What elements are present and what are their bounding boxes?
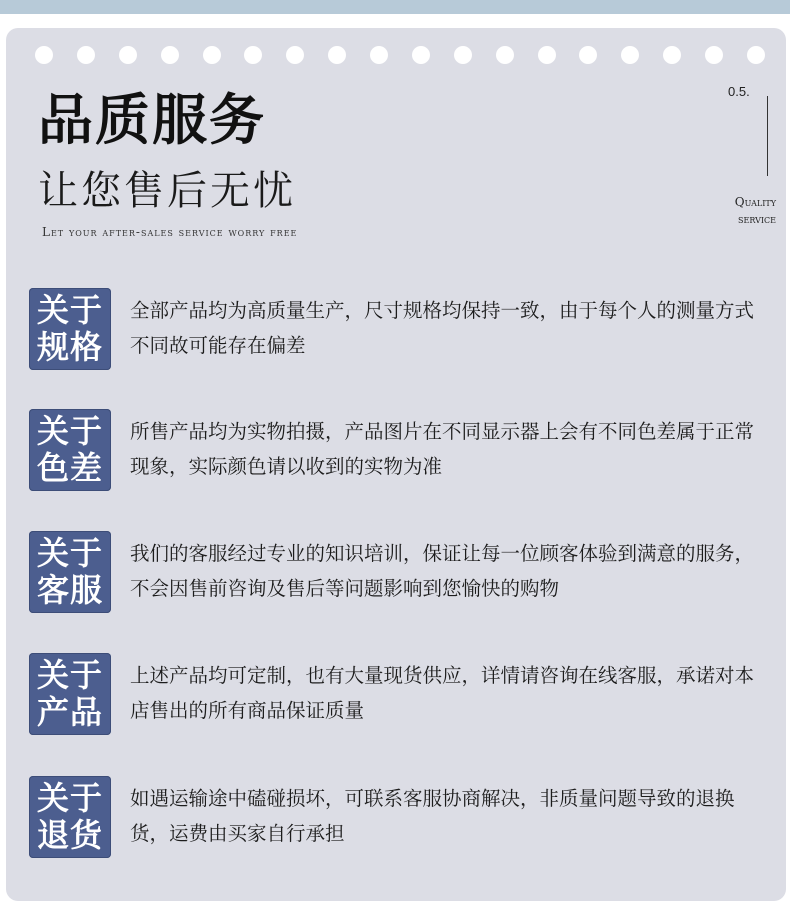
binder-hole: [35, 46, 53, 64]
binder-hole: [705, 46, 723, 64]
badge-line: 关于: [36, 291, 103, 329]
item-badge: [29, 531, 111, 613]
badge-line: 退货: [36, 816, 103, 854]
binder-hole: [328, 46, 346, 64]
top-color-band: [0, 0, 790, 14]
badge-line: 规格: [36, 328, 103, 366]
badge-line: 关于: [36, 534, 103, 572]
info-item-customer-service: [29, 531, 769, 621]
service-card: [6, 28, 786, 901]
item-text: 所售产品均为实物拍摄，产品图片在不同显示器上会有不同色差属于正常现象，实际颜色请以收到的实物为准: [130, 420, 755, 478]
badge-line: 客服: [36, 571, 103, 609]
info-item-specs: [29, 288, 769, 378]
info-item-returns: [29, 776, 769, 866]
badge-line: 关于: [36, 779, 103, 817]
binder-hole: [370, 46, 388, 64]
page-title: 品质服务: [38, 88, 267, 152]
binder-hole: [119, 46, 137, 64]
side-caption: [706, 194, 776, 228]
binder-hole: [244, 46, 262, 64]
side-caption-line: service: [738, 212, 776, 226]
binder-hole: [412, 46, 430, 64]
info-item-products: [29, 653, 769, 743]
binder-hole: [454, 46, 472, 64]
side-caption-line: Quality: [734, 195, 776, 209]
binder-holes: [35, 44, 765, 66]
english-tagline: Let your after-sales service worry free: [42, 225, 298, 239]
item-badge: [29, 288, 111, 370]
item-badge: [29, 409, 111, 491]
binder-hole: [496, 46, 514, 64]
item-text: 全部产品均为高质量生产，尺寸规格均保持一致，由于每个人的测量方式不同故可能存在偏差: [130, 299, 755, 357]
binder-hole: [77, 46, 95, 64]
binder-hole: [663, 46, 681, 64]
badge-line: 关于: [36, 656, 103, 694]
binder-hole: [579, 46, 597, 64]
info-item-color-difference: [29, 409, 769, 499]
vertical-divider: [767, 96, 768, 176]
page-subtitle: 让您售后无忧: [38, 168, 296, 214]
badge-line: 关于: [36, 412, 103, 450]
item-text: 我们的客服经过专业的知识培训，保证让每一位顾客体验到满意的服务，不会因售前咨询及售后等问题影响到您愉快的购物: [130, 542, 755, 600]
binder-hole: [538, 46, 556, 64]
item-badge: [29, 776, 111, 858]
badge-line: 色差: [36, 449, 103, 487]
binder-hole: [747, 46, 765, 64]
binder-hole: [203, 46, 221, 64]
item-text: 上述产品均可定制，也有大量现货供应，详情请咨询在线客服，承诺对本店售出的所有商品保证质量: [130, 664, 755, 722]
binder-hole: [161, 46, 179, 64]
badge-line: 产品: [36, 693, 103, 731]
binder-hole: [286, 46, 304, 64]
item-badge: [29, 653, 111, 735]
binder-hole: [621, 46, 639, 64]
item-text: 如遇运输途中磕碰损坏，可联系客服协商解决，非质量问题导致的退换货，运费由买家自行承担: [130, 787, 735, 845]
section-number: 0.5.: [728, 84, 750, 99]
